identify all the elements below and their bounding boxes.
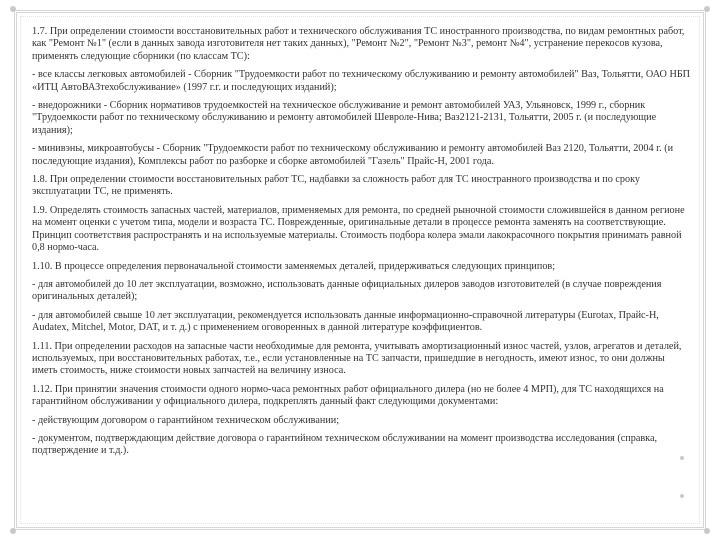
list-item-passenger-cars: - все классы легковых автомобилей - Сборник "Трудоемкости работ по техническому обслуживанию и ремонту автомобилей" Ваз, Тольятти, ОАО НБП «ИТЦ АвтоВАЗтехобслуживание» (1997 г.г. и последующих изданий); xyxy=(32,69,691,93)
paragraph-1-11: 1.11. При определении расходов на запасные части необходимые для ремонта, учитывать амортизационный износ частей, узлов, агрегатов и деталей, используемых, при восстановительных работах, т.е., если установленные на ТС запчасти, пришедшие в негодность, имеют износ, то они должны иметь стоимость, ниже стоимости новых запчастей на величину износа. xyxy=(32,340,682,377)
border-dot-icon xyxy=(680,494,684,498)
corner-dot-icon xyxy=(704,528,710,534)
paragraph-1-9: 1.9. Определять стоимость запасных частей, материалов, применяемых для ремонта, по средней рыночной стоимости сложившейся в данном регионе на момент оценки с учетом типа, модели и возраста ТС. Поврежденные, оригинальные детали в процессе ремонта заменять на соответствующие. Принцип соответствия распространять и на используемые материалы. Стоимость подбора колера эмали лакокрасочного покрытия принимать равной 0,8 нормо-часа. xyxy=(32,204,685,254)
list-item-warranty-contract: - действующим договором о гарантийном техническом обслуживании; xyxy=(32,414,340,426)
slide-body-text xyxy=(32,26,692,464)
list-item-minivans: - минивэны, микроавтобусы - Сборник "Трудоемкости работ по техническому обслуживанию и ремонту автомобилей Ваз 2120, Тольятти, 2004 г. (и последующие издания), Комплексы работ по разборке и сборке автомобилей "Газель" Прайс-Н, 2001 года. xyxy=(32,143,674,167)
paragraph-1-12: 1.12. При принятии значения стоимости одного нормо-часа ремонтных работ официального дилера (но не более 4 МРП), для ТС находящихся на гарантийном обслуживании у официального дилера, подкреплять данный факт следующими документами: xyxy=(32,383,664,408)
paragraph-1-8: 1.8. При определении стоимости восстановительных работ ТС, надбавки за сложность работ для ТС иностранного производства и по сроку эксплуатации ТС, не применять. xyxy=(32,174,640,198)
list-item-under-10-years: - для автомобилей до 10 лет эксплуатации, возможно, использовать данные официальных дилеров заводов изготовителей (в случае повреждения оригинальных деталей); xyxy=(32,278,662,303)
corner-dot-icon xyxy=(10,6,16,12)
list-item-warranty-document: - документом, подтверждающим действие договора о гарантийном техническом обслуживании на момент производства исследования (справка, подтверждение и т.д.). xyxy=(32,432,658,457)
corner-dot-icon xyxy=(704,6,710,12)
list-item-over-10-years: - для автомобилей свыше 10 лет эксплуатации, рекомендуется использовать данные информационно-справочной литературы (Eurotax, Прайс-Н, Audatex, Mitchel, Motor, DAT, и т. д.) с применением оговоренных в данной литературе коэффициентов. xyxy=(32,309,659,334)
paragraph-1-7: 1.7. При определении стоимости восстановительных работ и технического обслуживания ТС иностранного производства, по видам ремонтных работ, как "Ремонт №1" (если в данных завода изготовителя нет таких данных), "Ремонт №2", "Ремонт №3", ремонт №4", устранение перекосов кузова, применять следующие сборники (по классам ТС): xyxy=(32,26,685,62)
corner-dot-icon xyxy=(10,528,16,534)
paragraph-1-10: 1.10. В процессе определения первоначальной стоимости заменяемых деталей, придерживаться следующих принципов; xyxy=(32,260,556,272)
list-item-off-road: - внедорожники - Сборник нормативов трудоемкостей на техническое обслуживание и ремонт автомобилей УАЗ, Ульяновск, 1999 г., сборник "Трудоемкости работ по техническому обслуживанию и ремонту автомобилей Шевроле-Нива; Ваз2121-2131, Тольятти, 2005 г. (и последующие издания); xyxy=(32,100,657,136)
